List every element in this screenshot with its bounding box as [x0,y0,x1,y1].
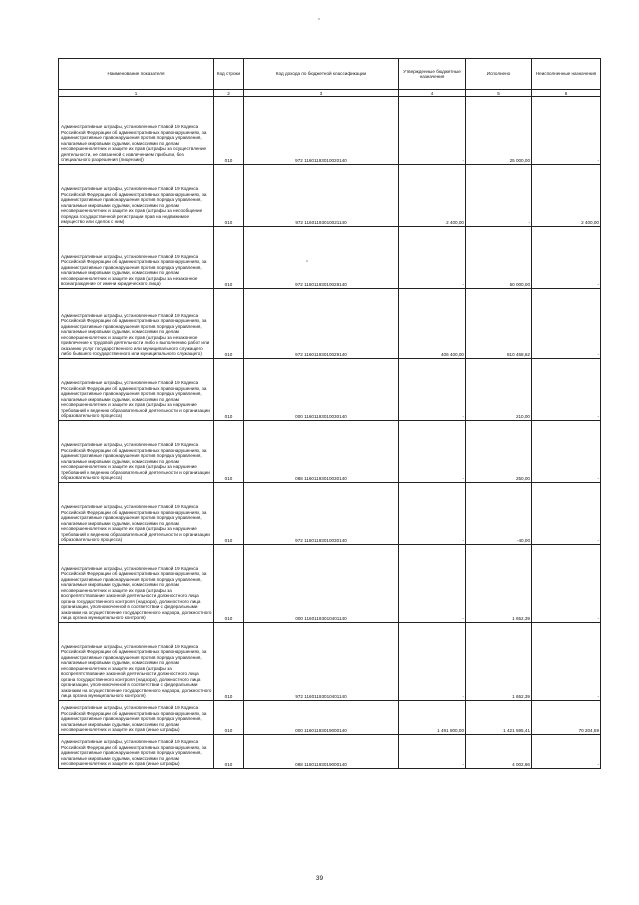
revenue-code: 972 11601193010030140 [244,483,399,545]
indicator-name-text: Административные штрафы, установленные Главой 19 Кодекса Российской Федерации об административных правонарушениях, за административные правонарушения против порядка управления, налагаемые мировыми судьями, комиссиями по делам несовершеннолетних и защите их прав (штрафы за воспрепятствование законной деятельности должностного лица органа государственного контроля (надзора), должностного лица организации, уполномоченной в соответствии с федеральными законами на осуществление государственного надзора, должностного лица органа муниципального контроля) [61,643,212,699]
revenue-code: 972 11601193010021140 [244,165,399,227]
line-code: 010 [214,623,244,701]
unexecuted-amount: 2 400,00 [532,165,601,227]
column-number: 5 [466,90,532,97]
indicator-name-text: Административные штрафы, установленные Главой 19 Кодекса Российской Федерации об административных правонарушениях, за административные правонарушения против порядка управления, налагаемые мировыми судьями, комиссиями по делам несовершеннолетних и защите их прав (штрафы за несообщение порядка государственной регистрации прав на недвижимое имущество или сделок с ним) [61,186,207,225]
table-row [59,227,601,289]
header-unexecuted: Неисполненные назначения [532,59,601,90]
unexecuted-amount: - [532,97,601,165]
executed-amount: 250,00 [466,421,532,483]
line-code: 010 [214,735,244,769]
table-row [59,289,601,359]
indicator-name-text: Административные штрафы, установленные Главой 19 Кодекса Российской Федерации об административных правонарушениях, за административные правонарушения против порядка управления, налагаемые мировыми судьями, комиссиями по делам несовершеннолетних и защите их прав (штрафы за осуществление деятельности, не связанной с извлечением прибыли, без специального разрешения (лицензии)) [61,124,207,163]
revenue-code: 972 11601193010020140 [244,97,399,165]
approved-amount: 406 400,00 [399,289,466,359]
table-row [59,421,601,483]
unexecuted-amount: - [532,421,601,483]
executed-amount: 1 652,39 [466,545,532,623]
indicator-name [59,165,214,227]
table-body [59,97,601,769]
indicator-name [59,97,214,165]
table-row [59,483,601,545]
header-indicator-name: Наименование показателя [59,59,214,90]
indicator-name-text: Административные штрафы, установленные Главой 19 Кодекса Российской Федерации об административных правонарушениях, за административные правонарушения против порядка управления, налагаемые мировыми судьями, комиссиями по делам несовершеннолетних и защите их прав (штрафы за незаконное привлечение к трудовой деятельности либо к выполнению работ или оказанию услуг государственного или муниципального служащего либо бывшего государственного или муниципального служащего) [61,312,210,357]
table-row [59,359,601,421]
executed-amount: 1 652,39 [466,623,532,701]
line-code: 010 [214,701,244,735]
unexecuted-amount: - [532,483,601,545]
revenue-code: 972 11601193010028140 [244,227,399,289]
indicator-name [59,289,214,359]
executed-amount: 4 002,86 [466,735,532,769]
unexecuted-amount: - [532,227,601,289]
approved-amount: - [399,359,466,421]
revenue-code: 088 11601193010030140 [244,421,399,483]
unexecuted-amount: - [532,545,601,623]
indicator-name-text: Административные штрафы, установленные Главой 19 Кодекса Российской Федерации об административных правонарушениях, за административные правонарушения против порядка управления, налагаемые мировыми судьями, комиссиями по делам несовершеннолетних и защите их прав (штрафы за нарушение требований к ведению образовательной деятельности и организации образовательного процесса) [61,504,210,543]
column-number: 1 [59,90,214,97]
executed-amount: 1 421 595,41 [466,701,532,735]
approved-amount: - [399,623,466,701]
header-revenue-code: Код дохода по бюджетной классификации [244,59,399,90]
approved-amount: 2 400,00 [399,165,466,227]
budget-revenue-table [58,58,601,769]
column-number-row [59,90,601,97]
executed-amount: - [466,165,532,227]
executed-amount: 810 458,62 [466,289,532,359]
line-code: 010 [214,165,244,227]
indicator-name [59,359,214,421]
column-number: 3 [244,90,399,97]
table-row [59,165,601,227]
revenue-code: 972 11601193010401140 [244,623,399,701]
indicator-name [59,623,214,701]
line-code: 010 [214,545,244,623]
indicator-name [59,701,214,735]
line-code: 010 [214,97,244,165]
header-row [59,59,601,90]
indicator-name-text: Административные штрафы, установленные Главой 19 Кодекса Российской Федерации об административных правонарушениях, за административные правонарушения против порядка управления, налагаемые мировыми судьями, комиссиями по делам несовершеннолетних и защите их прав (штрафы за незаконное вознаграждение от имени юридического лица) [61,253,207,287]
executed-amount: -40,00 [466,483,532,545]
approved-amount: - [399,421,466,483]
line-code: 010 [214,289,244,359]
line-code: 010 [214,483,244,545]
column-number: 2 [214,90,244,97]
line-code: 010 [214,227,244,289]
report-sheet [58,58,600,769]
table-row [59,545,601,623]
unexecuted-amount: - [532,735,601,769]
revenue-code: 000 11601193010030140 [244,359,399,421]
approved-amount: - [399,483,466,545]
approved-amount: - [399,227,466,289]
approved-amount: - [399,97,466,165]
executed-amount: 25 000,00 [466,97,532,165]
unexecuted-amount: 70 204,59 [532,701,601,735]
revenue-code: 972 11601193010029140 [244,289,399,359]
header-approved: Утвержденные бюджетные назначения [399,59,466,90]
approved-amount: 1 491 800,00 [399,701,466,735]
unexecuted-amount: - [532,359,601,421]
approved-amount: - [399,545,466,623]
revenue-code: 000 11601193019000140 [244,701,399,735]
executed-amount: 210,00 [466,359,532,421]
table-row [59,97,601,165]
table-row [59,735,601,769]
executed-amount: 50 000,00 [466,227,532,289]
indicator-name-text: Административные штрафы, установленные Главой 19 Кодекса Российской Федерации об административных правонарушениях, за административные правонарушения против порядка управления, налагаемые мировыми судьями, комиссиями по делам несовершеннолетних и защите их прав (иные штрафы) [61,739,207,767]
header-executed: Исполнено [466,59,532,90]
table-row [59,701,601,735]
indicator-name-text: Административные штрафы, установленные Главой 19 Кодекса Российской Федерации об административных правонарушениях, за административные правонарушения против порядка управления, налагаемые мировыми судьями, комиссиями по делам несовершеннолетних и защите их прав (штрафы за воспрепятствование законной деятельности должностного лица органа государственного контроля (надзора), должностного лица организации, уполномоченной в соответствии с федеральными законами на осуществление государственного надзора, должностного лица органа муниципального контроля) [61,565,212,621]
column-number: 4 [399,90,466,97]
unexecuted-amount: - [532,289,601,359]
indicator-name [59,421,214,483]
indicator-name [59,483,214,545]
line-code: 010 [214,359,244,421]
revenue-code: 000 11601193010401140 [244,545,399,623]
approved-amount: - [399,735,466,769]
indicator-name [59,735,214,769]
line-code: 010 [214,421,244,483]
table-row [59,623,601,701]
unexecuted-amount: - [532,623,601,701]
scan-speck [318,18,320,20]
indicator-name [59,227,214,289]
indicator-name [59,545,214,623]
indicator-name-text: Административные штрафы, установленные Главой 19 Кодекса Российской Федерации об административных правонарушениях, за административные правонарушения против порядка управления, налагаемые мировыми судьями, комиссиями по делам несовершеннолетних и защите их прав (штрафы за нарушение требований к ведению образовательной деятельности и организации образовательного процесса) [61,442,210,481]
header-line-code: Код строки [214,59,244,90]
revenue-code: 088 11601193019000140 [244,735,399,769]
indicator-name-text: Административные штрафы, установленные Главой 19 Кодекса Российской Федерации об административных правонарушениях, за административные правонарушения против порядка управления, налагаемые мировыми судьями, комиссиями по делам несовершеннолетних и защите их прав (штрафы за нарушение требований к ведению образовательной деятельности и организации образовательного процесса) [61,380,210,419]
page-number: 39 [315,875,324,882]
indicator-name-text: Административные штрафы, установленные Главой 19 Кодекса Российской Федерации об административных правонарушениях, за административные правонарушения против порядка управления, налагаемые мировыми судьями, комиссиями по делам несовершеннолетних и защите их прав (иные штрафы) [61,705,207,733]
column-number: 6 [532,90,601,97]
